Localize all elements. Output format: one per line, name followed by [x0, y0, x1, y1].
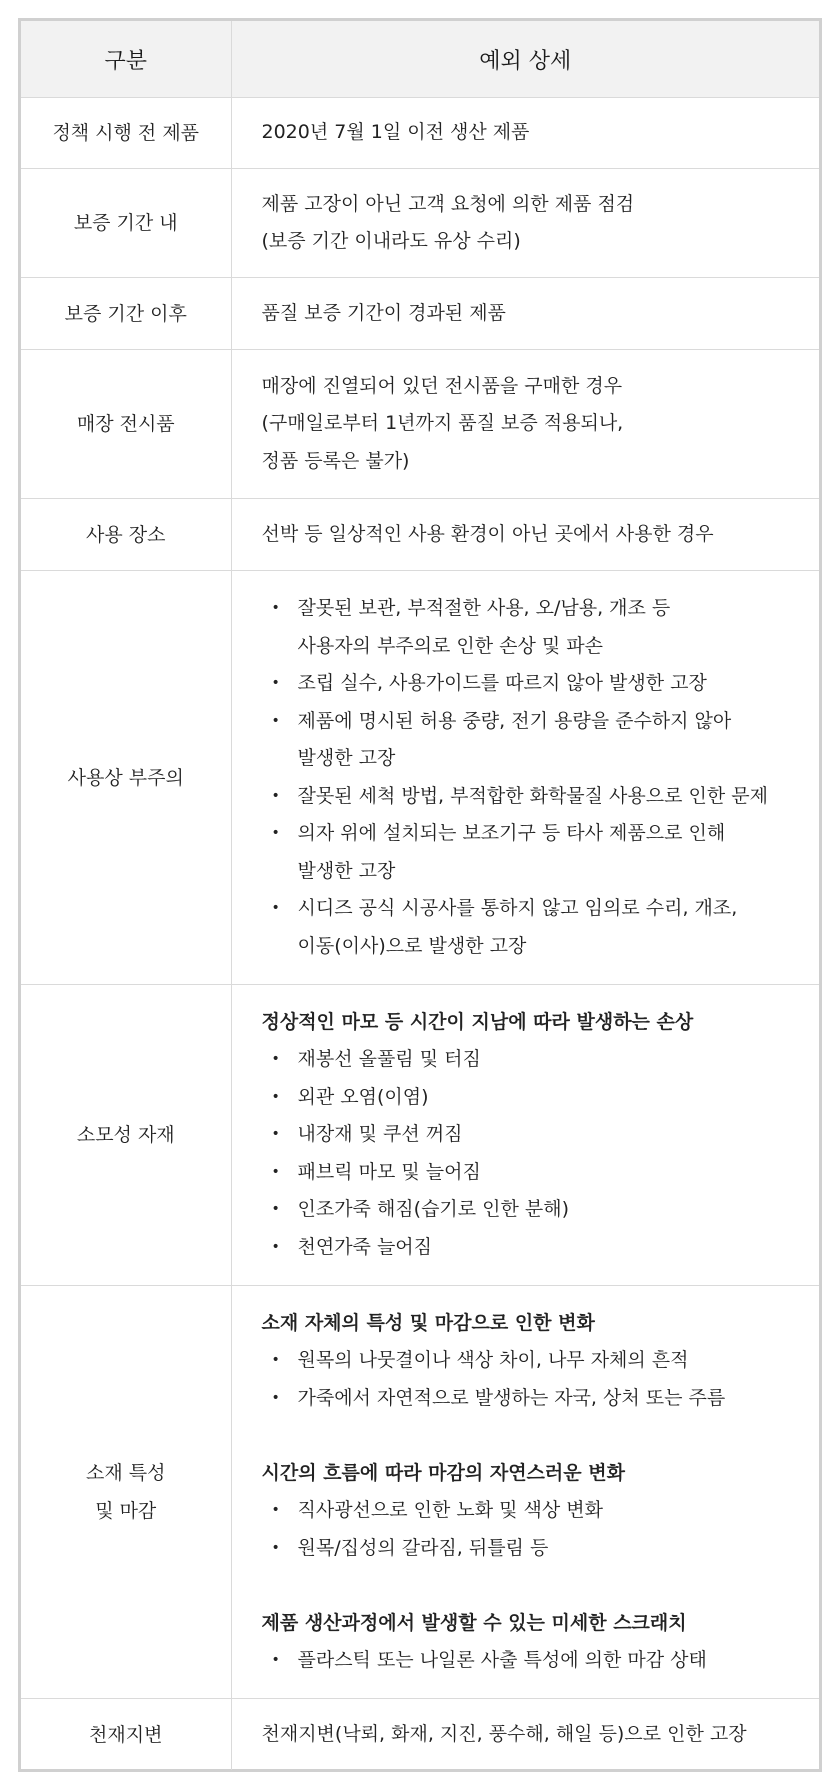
detail-text: (보증 기간 이내라도 유상 수리) — [261, 230, 521, 252]
detail-text: 제품 고장이 아닌 고객 요청에 의한 제품 점검 — [261, 192, 635, 215]
bullet-icon: • — [271, 1389, 280, 1406]
detail-cell — [231, 1286, 819, 1699]
list-item-text: 가죽에서 자연적으로 발생하는 자국, 상처 또는 주름 — [297, 1386, 726, 1409]
detail-text: 선박 등 일상적인 사용 환경이 아닌 곳에서 사용한 경우 — [261, 522, 714, 545]
list-item-text: 재봉선 올풀림 및 터짐 — [297, 1048, 481, 1071]
bullet-icon: • — [271, 1539, 280, 1556]
detail-text: (구매일로부터 1년까지 품질 보증 적용되나, — [261, 412, 624, 435]
detail-text: 2020년 7월 1일 이전 생산 제품 — [261, 121, 530, 144]
list-item-text: 직사광선으로 인한 노화 및 색상 변화 — [297, 1499, 604, 1521]
detail-heading: 소재 자체의 특성 및 마감으로 인한 변화 — [261, 1311, 595, 1334]
bullet-list — [262, 1492, 810, 1567]
category-label: 및 마감 — [95, 1500, 157, 1522]
list-item-text: 발생한 고장 — [297, 859, 396, 882]
bullet-icon: • — [271, 600, 280, 616]
list-item-text: 발생한 고장 — [297, 747, 396, 769]
detail-cell — [231, 169, 819, 278]
table-row — [21, 1699, 819, 1771]
table-row — [21, 985, 819, 1286]
list-item-text: 잘못된 보관, 부적절한 사용, 오/남용, 개조 등 — [297, 597, 671, 619]
bullet-icon: • — [271, 1502, 280, 1518]
category-label: 보증 기간 내 — [73, 212, 178, 234]
bullet-icon: • — [271, 1238, 280, 1255]
detail-cell — [231, 1699, 819, 1771]
detail-text: 매장에 진열되어 있던 전시품을 구매한 경우 — [261, 374, 623, 397]
detail-heading: 제품 생산과정에서 발생할 수 있는 미세한 스크래치 — [261, 1611, 687, 1634]
category-label: 매장 전시품 — [76, 413, 175, 435]
list-item — [262, 665, 810, 703]
table-row — [21, 98, 819, 169]
detail-cell — [231, 98, 819, 169]
list-item — [262, 1642, 810, 1680]
table-header-row — [21, 21, 819, 98]
list-item — [262, 703, 810, 778]
list-item-text: 잘못된 세척 방법, 부적합한 화학물질 사용으로 인한 문제 — [297, 784, 768, 807]
bullet-icon: • — [271, 1352, 280, 1368]
list-item — [262, 1229, 810, 1267]
detail-cell — [231, 499, 819, 571]
category-label: 사용상 부주의 — [67, 766, 184, 789]
list-item — [262, 1492, 810, 1530]
bullet-icon: • — [271, 1051, 280, 1068]
category-label: 소모성 자재 — [76, 1124, 175, 1146]
category-cell — [21, 499, 231, 571]
list-item-text: 외관 오염(이염) — [297, 1085, 429, 1108]
list-item-text: 원목/집성의 갈라짐, 뒤틀림 등 — [297, 1536, 549, 1559]
detail-cell — [231, 278, 819, 350]
list-item-text: 플라스틱 또는 나일론 사출 특성에 의한 마감 상태 — [297, 1649, 707, 1671]
bullet-icon: • — [271, 1126, 280, 1143]
category-label: 소재 특성 — [86, 1462, 166, 1484]
category-cell — [21, 169, 231, 278]
detail-heading: 시간의 흐름에 따라 마감의 자연스러운 변화 — [261, 1461, 625, 1484]
list-item-text: 내장재 및 쿠션 꺼짐 — [297, 1123, 463, 1146]
table-row — [21, 350, 819, 499]
category-cell — [21, 350, 231, 499]
bullet-icon: • — [271, 1652, 280, 1668]
bullet-icon: • — [271, 675, 280, 691]
category-cell — [21, 98, 231, 169]
detail-text: 천재지변(낙뢰, 화재, 지진, 풍수해, 해일 등)으로 인한 고장 — [261, 1722, 747, 1745]
list-item — [262, 1342, 810, 1380]
detail-text: 품질 보증 기간이 경과된 제품 — [261, 301, 506, 324]
bullet-icon: • — [271, 1088, 280, 1105]
bullet-icon: • — [271, 1163, 280, 1180]
list-item-text: 패브릭 마모 및 늘어짐 — [297, 1160, 481, 1183]
list-item-text: 이동(이사)으로 발생한 고장 — [297, 934, 527, 957]
bullet-icon: • — [271, 825, 280, 841]
list-item — [262, 1380, 810, 1418]
list-item — [262, 1530, 810, 1568]
list-item — [262, 590, 810, 665]
list-item — [262, 1116, 810, 1154]
bullet-list — [262, 1642, 810, 1680]
detail-cell — [231, 350, 819, 499]
exception-table-frame — [18, 18, 822, 1772]
group-spacer — [262, 1417, 810, 1455]
category-label: 보증 기간 이후 — [64, 302, 187, 325]
bullet-icon: • — [271, 1201, 280, 1218]
table-row — [21, 499, 819, 571]
category-cell — [21, 278, 231, 350]
bullet-icon: • — [271, 712, 280, 729]
list-item — [262, 890, 810, 965]
table-row — [21, 169, 819, 278]
category-cell — [21, 1699, 231, 1771]
category-label: 정책 시행 전 제품 — [52, 122, 200, 144]
list-item-text: 원목의 나뭇결이나 색상 차이, 나무 자체의 흔적 — [297, 1349, 689, 1371]
list-item — [262, 1079, 810, 1117]
list-item-text: 사용자의 부주의로 인한 손상 및 파손 — [297, 634, 604, 657]
list-item-text: 인조가죽 해짐(습기로 인한 분해) — [297, 1198, 570, 1221]
list-item — [262, 1041, 810, 1079]
header-category: 구분 — [21, 21, 231, 98]
detail-cell — [231, 985, 819, 1286]
list-item — [262, 1154, 810, 1192]
category-cell — [21, 571, 231, 985]
bullet-list — [262, 590, 810, 965]
bullet-icon: • — [271, 787, 280, 804]
table-row — [21, 278, 819, 350]
header-detail: 예외 상세 — [231, 21, 819, 98]
list-item-text: 시디즈 공식 시공사를 통하지 않고 임의로 수리, 개조, — [297, 897, 738, 919]
list-item — [262, 1191, 810, 1229]
category-label: 사용 장소 — [86, 523, 166, 546]
category-cell — [21, 985, 231, 1286]
list-item-text: 의자 위에 설치되는 보조기구 등 타사 제품으로 인해 — [297, 822, 726, 844]
bullet-list — [262, 1041, 810, 1266]
bullet-icon: • — [271, 900, 280, 916]
table-row — [21, 1286, 819, 1699]
list-item — [262, 778, 810, 816]
table-row — [21, 571, 819, 985]
group-spacer — [262, 1567, 810, 1605]
list-item-text: 조립 실수, 사용가이드를 따르지 않아 발생한 고장 — [297, 672, 707, 694]
category-cell — [21, 1286, 231, 1699]
bullet-list — [262, 1342, 810, 1417]
detail-heading: 정상적인 마모 등 시간이 지남에 따라 발생하는 손상 — [261, 1010, 694, 1033]
detail-text: 정품 등록은 불가) — [261, 449, 410, 472]
category-label: 천재지변 — [89, 1723, 163, 1746]
list-item — [262, 815, 810, 890]
warranty-exception-table — [21, 21, 819, 1770]
list-item-text: 천연가죽 늘어짐 — [297, 1235, 433, 1258]
detail-cell — [231, 571, 819, 985]
list-item-text: 제품에 명시된 허용 중량, 전기 용량을 준수하지 않아 — [297, 709, 732, 732]
